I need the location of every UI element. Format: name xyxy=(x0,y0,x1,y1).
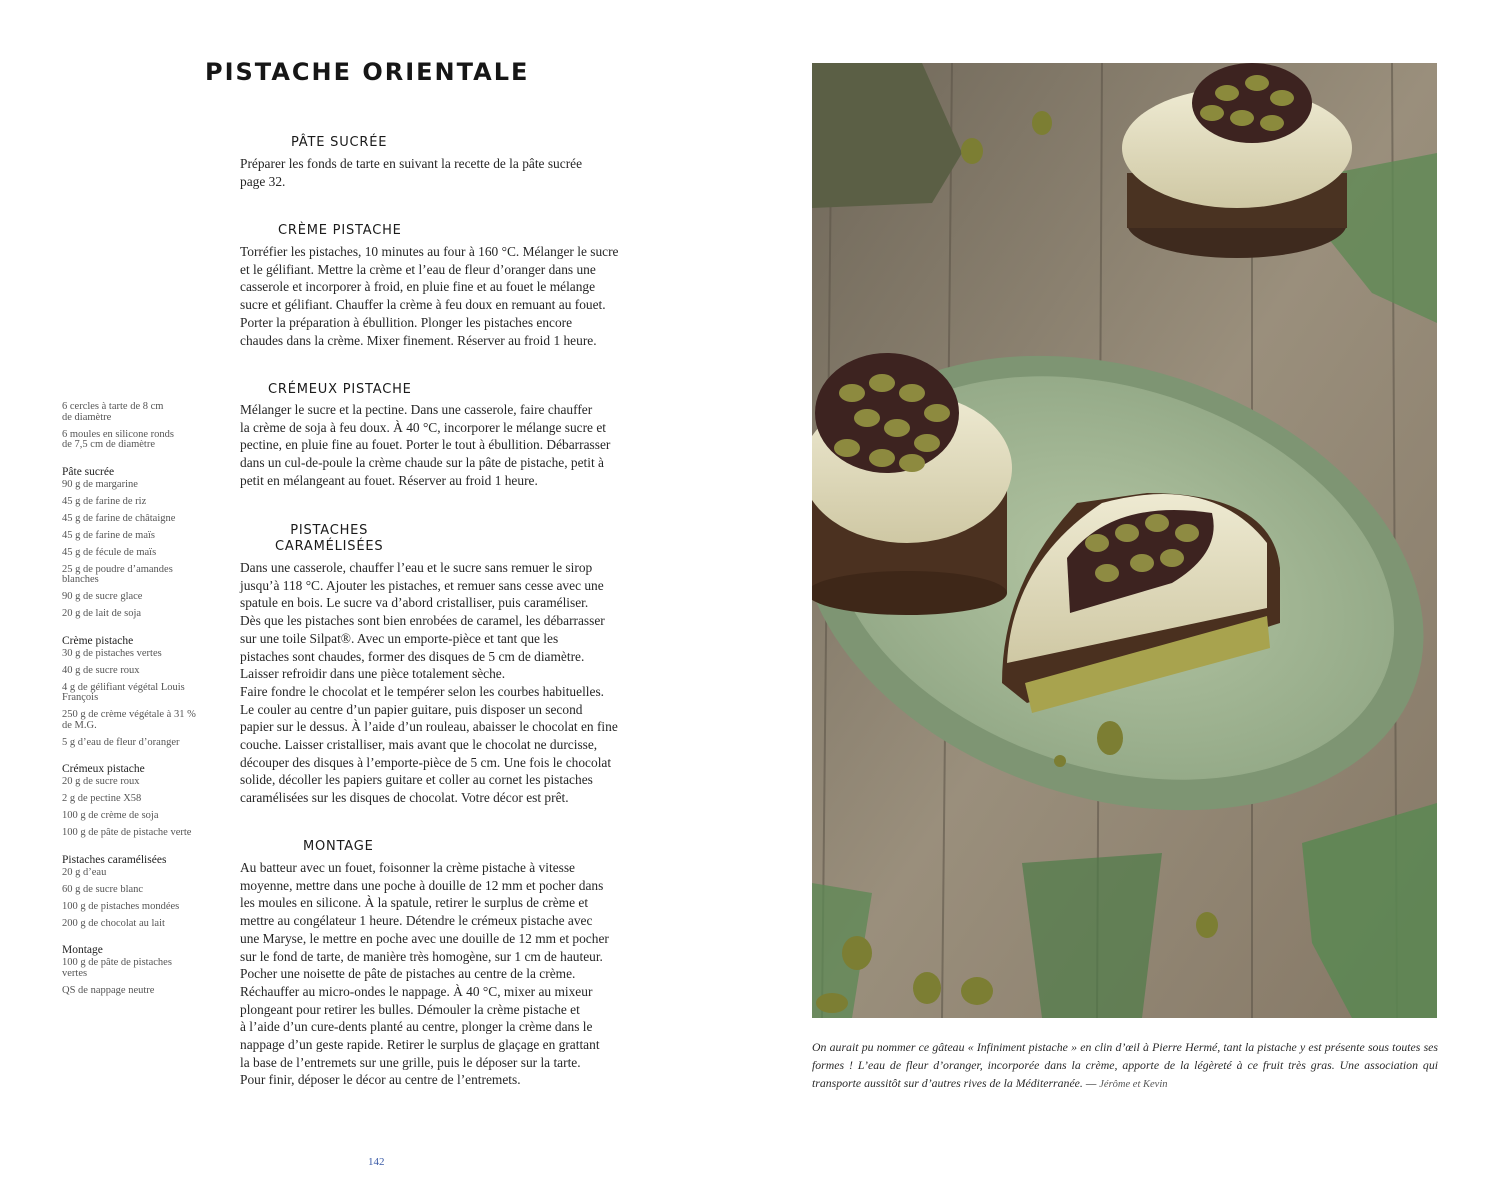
section-body-pistaches-caramelisees: Dans une casserole, chauffer l’eau et le sucre sans remuer le sirop jusqu’à 118 °C. Ajouter les pistaches, et remuer sans cesse avec une spatule en bois. Le sucre va d’abord cristalliser, puis caraméliser. Dès que les pistaches sont bien enrobées de caramel, les débarrasser sur une toile Silpat®. Avec un emporte-pièce et tant que les pistaches sont chaudes, former des disques de 5 cm de diamètre. Laisser refroidir dans une pièce totalement sèche. Faire fondre le chocolat et le tempérer selon les courbes habituelles. Le couler au centre d’un papier guitare, puis disposer un second papier sur le dessus. À l’aide d’un rouleau, abaisser le chocolat en fine couche. Laisser cristalliser, mais avant que le chocolat ne durcisse, découper des disques à l’emporte-pièce de 5 cm. Une fois le chocolat solide, décoller les papiers guitare et coller au cornet les pistaches caramélisées sur les disques de chocolat. Votre décor est prêt. xyxy=(240,560,618,806)
ingredient-line: 6 moules en silicone ronds de 7,5 cm de diamètre xyxy=(62,428,174,450)
section-body-creme-pistache: Torréfier les pistaches, 10 minutes au four à 160 °C. Mélanger le sucre et le gélifiant. Mettre la crème et l’eau de fleur d’oranger dans une casserole et incorporer à froid, en pluie fine et au fouet le mélange sucre et gélifiant. Chauffer la crème à feu doux en remuant au fouet. Porter la préparation à ébullition. Plonger les pistaches encore chaudes dans la crème. Mixer finement. Réserver au froid 1 heure. xyxy=(240,244,619,348)
section-heading-pate-sucree: PÂTE SUCRÉE xyxy=(291,135,388,150)
ingredient-line: 40 g de sucre roux xyxy=(62,664,140,676)
ingredient-line: 2 g de pectine X58 xyxy=(62,793,142,804)
ingredient-group-title: Pistaches caramélisées xyxy=(62,853,167,866)
dessert-photo xyxy=(812,63,1437,1018)
ingredient-group-title: Pâte sucrée xyxy=(62,465,115,478)
ingredient-group-equipment xyxy=(62,402,212,451)
ingredient-line: 60 g de sucre blanc xyxy=(62,883,144,895)
ingredient-line: 45 g de fécule de maïs xyxy=(62,546,157,558)
ingredient-group-pate-sucree xyxy=(62,464,212,620)
photo-illustration xyxy=(812,63,1437,1018)
ingredient-line: 100 g de crème de soja xyxy=(62,810,159,821)
right-page xyxy=(750,0,1500,1194)
section-body-cremeux-pistache: Mélanger le sucre et la pectine. Dans une casserole, faire chauffer la crème de soja à feu doux. À 40 °C, incorporer le mélange sucre et pectine, en pluie fine au fouet. Porter le tout à ébullition. Débarrasser dans un cul-de-poule la crème chaude sur la pâte de pistache, petit à petit en mélangeant au fouet. Réserver au froid 1 heure. xyxy=(240,402,611,488)
ingredient-line: 4 g de gélifiant végétal Louis François xyxy=(62,681,185,703)
section-heading-montage: MONTAGE xyxy=(303,839,374,854)
ingredient-group-creme-pistache xyxy=(62,633,212,749)
ingredient-line: 100 g de pâte de pistache verte xyxy=(62,827,192,838)
ingredient-line: 5 g d’eau de fleur d’oranger xyxy=(62,736,180,748)
ingredient-group-cremeux-pistache xyxy=(62,761,212,839)
section-body-pate-sucree: Préparer les fonds de tarte en suivant la recette de la pâte sucrée page 32. xyxy=(240,156,583,189)
caption-text: On aurait pu nommer ce gâteau « Infiniment pistache » en clin d’œil à Pierre Hermé, tant la pistache y est présente sous toutes ses formes ! L’eau de fleur d’oranger, incorporée dans la crème, apporte de la légèreté à ce fruit très gras. Une association qui transporte aussitôt sur d’autres rives de la Méditerranée. — xyxy=(812,1040,1438,1090)
section-heading-creme-pistache: CRÈME PISTACHE xyxy=(278,223,402,238)
recipe-title: PISTACHE ORIENTALE xyxy=(205,58,530,86)
ingredient-line: 45 g de farine de maïs xyxy=(62,529,156,541)
caption-signature: Jérôme et Kevin xyxy=(1099,1079,1168,1090)
ingredient-line: 90 g de margarine xyxy=(62,478,138,490)
ingredient-line: 20 g de sucre roux xyxy=(62,776,140,787)
ingredient-line: 100 g de pâte de pistaches vertes xyxy=(62,957,172,979)
ingredient-line: 45 g de farine de riz xyxy=(62,495,147,507)
ingredient-line: 30 g de pistaches vertes xyxy=(62,647,162,659)
ingredient-line: 20 g d’eau xyxy=(62,866,107,878)
ingredient-line: 100 g de pistaches mondées xyxy=(62,900,180,912)
ingredient-line: 200 g de chocolat au lait xyxy=(62,917,165,929)
ingredient-group-montage xyxy=(62,942,212,996)
section-heading-cremeux-pistache: CRÉMEUX PISTACHE xyxy=(268,382,412,397)
ingredient-line: 45 g de farine de châtaigne xyxy=(62,512,176,524)
ingredient-line: QS de nappage neutre xyxy=(62,984,155,996)
ingredients-sidebar xyxy=(62,402,212,1009)
section-body-montage: Au batteur avec un fouet, foisonner la crème pistache à vitesse moyenne, mettre dans une poche à douille de 12 mm et pocher dans les moules en silicone. À la spatule, retirer le surplus de crème et mettre au congélateur 1 heure. Détendre le crémeux pistache avec une Maryse, le mettre en poche avec une douille de 12 mm et pocher sur le fond de tarte, de manière très homogène, sur 1 cm de hauteur. Pocher une noisette de pâte de pistaches au centre de la crème. Réchauffer au micro-ondes le nappage. À 40 °C, mixer au mixeur plongeant pour retirer les bulles. Démouler la crème pistache et à l’aide d’un cure-dents planté au centre, plonger la crème dans le nappage d’un geste rapide. Retirer le surplus de glaçage en grattant la base de l’entremets sur une grille, puis le déposer sur la tarte. Pour finir, déposer le décor au centre de l’entremets. xyxy=(240,860,609,1088)
ingredient-group-title: Crème pistache xyxy=(62,634,134,647)
section-heading-pistaches-caramelisees: PISTACHES CARAMÉLISÉES xyxy=(275,523,384,554)
ingredient-group-pistaches-caramelisees xyxy=(62,852,212,930)
ingredient-group-title: Crémeux pistache xyxy=(62,763,145,775)
ingredient-line: 6 cercles à tarte de 8 cm de diamètre xyxy=(62,401,164,423)
ingredient-line: 90 g de sucre glace xyxy=(62,591,143,602)
ingredient-line: 20 g de lait de soja xyxy=(62,608,142,619)
ingredient-line: 25 g de poudre d’amandes blanches xyxy=(62,563,173,585)
ingredient-line: 250 g de crème végétale à 31 % de M.G. xyxy=(62,709,196,731)
ingredient-group-title: Montage xyxy=(62,944,103,956)
page-number: 142 xyxy=(368,1156,385,1168)
photo-caption xyxy=(812,1038,1438,1094)
